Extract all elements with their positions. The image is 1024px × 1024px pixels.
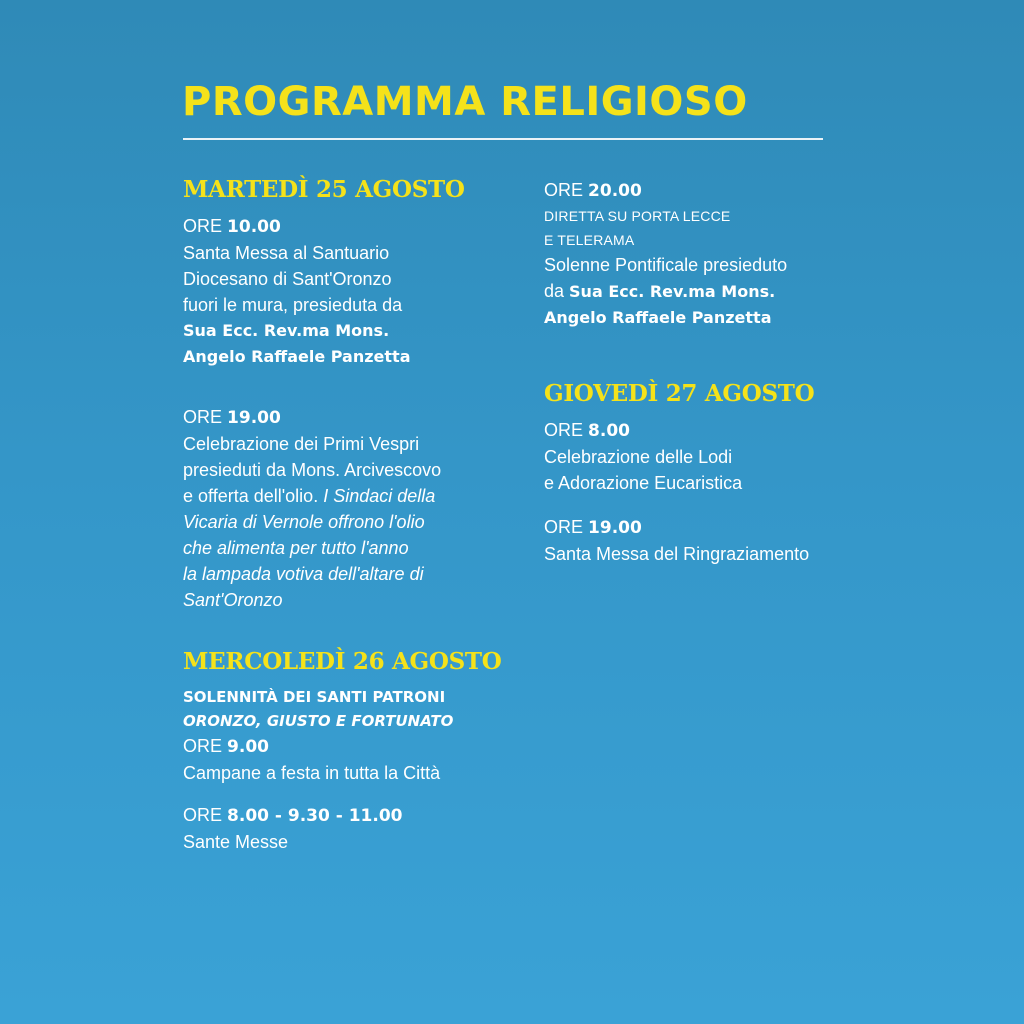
title-divider [183,138,823,140]
event-line [544,278,944,305]
event-time [544,177,944,204]
ore-label: ORE [544,180,584,200]
event-time [183,802,583,829]
broadcast-note: E TELERAMA [544,232,635,248]
event-line: Angelo Raffaele Panzetta [183,347,411,366]
time-value: 8.00 - 9.30 - 11.00 [227,806,403,826]
event-line: Solenne Pontificale presieduto [544,255,788,275]
event-martedi-1900 [183,404,583,613]
event-line: Celebrazione delle Lodi [544,447,733,467]
patron-saints: ORONZO, GIUSTO E FORTUNATO [183,712,454,730]
event-martedi-1000 [183,213,583,370]
event-line: Celebrazione dei Primi Vespri [183,434,420,454]
event-time [183,404,583,431]
page-title: PROGRAMMA RELIGIOSO [182,79,748,125]
event-celebrant: Sua Ecc. Rev.ma Mons. [569,282,776,301]
time-value: 10.00 [227,217,281,237]
event-mercoledi-2000 [544,177,944,331]
event-line: e Adorazione Eucaristica [544,473,743,493]
event-time [544,514,944,541]
ore-label: ORE [183,407,223,427]
event-line [183,483,583,509]
event-note: che alimenta per tutto l'anno [183,538,409,558]
event-giovedi-1900 [544,514,944,567]
event-line: Diocesano di Sant'Oronzo [183,269,392,289]
event-line: Sua Ecc. Rev.ma Mons. [183,321,390,340]
solemnity-title: SOLENNITÀ DEI SANTI PATRONI [183,688,446,706]
day-martedi [183,175,583,613]
broadcast-note: DIRETTA SU PORTA LECCE [544,208,731,224]
event-line: fuori le mura, presieduta da [183,295,403,315]
time-value: 8.00 [588,421,630,441]
day-mercoledi [183,647,583,855]
event-line: Santa Messa al Santuario [183,243,390,263]
event-mercoledi-messe [183,802,583,855]
time-value: 20.00 [588,181,642,201]
ore-label: ORE [544,517,584,537]
event-text: e offerta dell'olio. [183,486,324,506]
event-time [183,213,583,240]
event-line: presieduti da Mons. Arcivescovo [183,460,442,480]
time-value: 19.00 [227,408,281,428]
right-column [544,177,944,591]
event-line: Sante Messe [183,832,289,852]
event-time [183,733,583,760]
event-line: Angelo Raffaele Panzetta [544,308,772,327]
day-heading: GIOVEDÌ 27 AGOSTO [544,380,815,407]
left-column [183,175,583,879]
day-heading: MARTEDÌ 25 AGOSTO [183,176,465,203]
event-line: Santa Messa del Ringraziamento [544,544,810,564]
event-giovedi-800 [544,417,944,496]
event-time [544,417,944,444]
day-heading: MERCOLEDÌ 26 AGOSTO [183,648,502,675]
time-value: 9.00 [227,737,269,757]
event-mercoledi-900 [183,733,583,786]
day-giovedi [544,379,944,567]
event-note: Sant'Oronzo [183,590,283,610]
ore-label: ORE [183,216,223,236]
event-line: Campane a festa in tutta la Città [183,763,441,783]
event-text: da [544,281,570,301]
time-value: 19.00 [588,518,642,538]
event-note: la lampada votiva dell'altare di [183,564,424,584]
event-note: I Sindaci della [323,486,436,506]
event-note: Vicaria di Vernole offrono l'olio [183,512,425,532]
ore-label: ORE [544,420,584,440]
ore-label: ORE [183,805,223,825]
ore-label: ORE [183,736,223,756]
